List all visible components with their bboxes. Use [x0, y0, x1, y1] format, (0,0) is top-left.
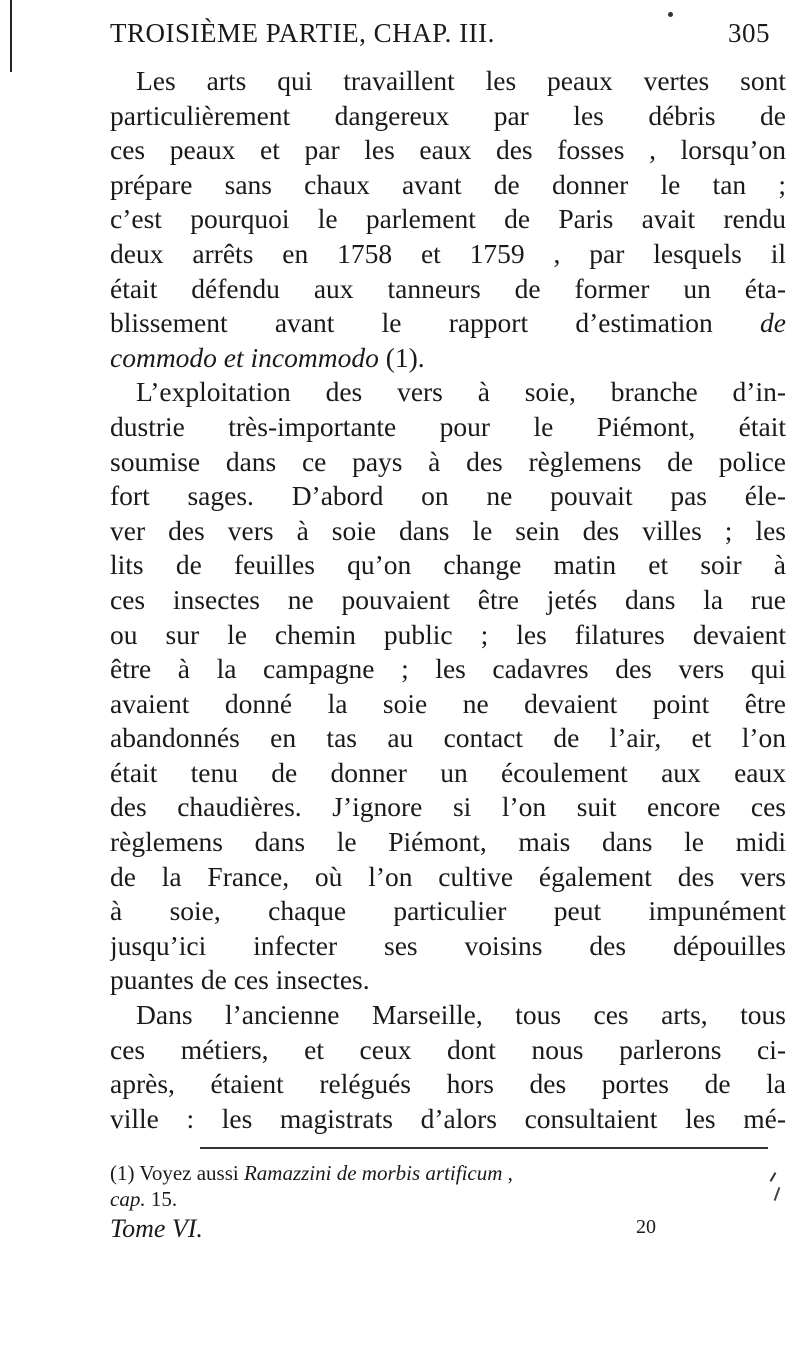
header-title: TROISIÈME PARTIE, CHAP. III.	[110, 18, 495, 48]
text-line: ces peaux et par les eaux des fosses , lorsqu’on	[110, 134, 786, 166]
footnote	[110, 1160, 770, 1246]
page-number: 305	[728, 18, 770, 48]
text-line: règlemens dans le Piémont, mais dans le midi	[110, 826, 786, 858]
italic-fragment: Ramazzini de morbis artificum	[243, 1161, 503, 1185]
tome-text: Tome VI.	[110, 1214, 203, 1243]
text-line: ces métiers, et ceux dont nous parlerons ci-	[110, 1033, 786, 1065]
text-line: prépare sans chaux avant de donner le tan ;	[110, 168, 786, 200]
text-line: Dans l’ancienne Marseille, tous ces arts, tous	[136, 999, 786, 1031]
footnote-line	[110, 1160, 770, 1186]
footnote-line	[110, 1186, 770, 1212]
text-line: ou sur le chemin public ; les filatures devaient	[110, 618, 786, 650]
ink-dot	[668, 12, 673, 17]
text-line: deux arrêts en 1758 et 1759 , par lesquels il	[110, 237, 786, 269]
text-fragment: (1) Voyez aussi	[110, 1161, 244, 1185]
text-line: était tenu de donner un écoulement aux eaux	[110, 756, 786, 788]
footnote-rule	[200, 1147, 768, 1149]
text-fragment: blissement avant le rapport d’estimation	[110, 307, 761, 339]
text-line: puantes de ces insectes.	[110, 964, 370, 996]
italic-fragment: de	[760, 307, 786, 339]
edge-mark	[770, 1172, 777, 1182]
text-line: avaient donné la soie ne devaient point être	[110, 687, 786, 719]
text-line: être à la campagne ; les cadavres des vers qui	[110, 653, 786, 685]
text-line: particulièrement dangereux par les débris de	[110, 99, 786, 131]
text-line: de la France, où l’on cultive également des vers	[110, 860, 786, 892]
text-line: dustrie très-importante pour le Piémont, était	[110, 410, 786, 442]
text-line: Les arts qui travaillent les peaux vertes sont	[136, 65, 786, 96]
text-line: après, étaient relégués hors des portes de la	[110, 1068, 786, 1100]
signature-mark: 20	[636, 1216, 656, 1238]
text-line	[110, 306, 786, 341]
text-line: fort sages. D’abord on ne pouvait pas éle-	[110, 480, 786, 512]
main-text	[110, 64, 786, 1136]
text-fragment: (1).	[378, 341, 425, 373]
tome-label	[110, 1212, 770, 1246]
text-line: des chaudières. J’ignore si l’on suit encore ces	[110, 791, 786, 823]
page-edge-line	[10, 0, 12, 72]
text-line: abandonnés en tas au contact de l’air, et l’on	[110, 722, 786, 754]
text-line	[110, 341, 786, 376]
text-line: L’exploitation des vers à soie, branche d’in-	[136, 376, 786, 408]
text-line: lits de feuilles qu’on change matin et soir à	[110, 549, 786, 581]
text-line: ces insectes ne pouvaient être jetés dans la rue	[110, 583, 786, 615]
text-line: ver des vers à soie dans le sein des villes ; les	[110, 514, 786, 546]
running-header	[110, 18, 770, 62]
italic-fragment: cap.	[110, 1187, 146, 1211]
italic-fragment: commodo et incommodo	[110, 341, 379, 373]
text-line: soumise dans ce pays à des règlemens de police	[110, 445, 786, 477]
edge-mark	[774, 1187, 781, 1201]
text-line: jusqu’ici infecter ses voisins des dépouilles	[110, 929, 786, 961]
text-line: à soie, chaque particulier peut impunément	[110, 895, 786, 927]
text-line: c’est pourquoi le parlement de Paris avait rendu	[110, 203, 786, 235]
text-fragment: 15.	[145, 1187, 178, 1211]
text-line: était défendu aux tanneurs de former un éta-	[110, 272, 786, 304]
text-line: ville : les magistrats d’alors consultaient les mé-	[110, 1102, 786, 1134]
text-fragment: ,	[502, 1161, 513, 1185]
